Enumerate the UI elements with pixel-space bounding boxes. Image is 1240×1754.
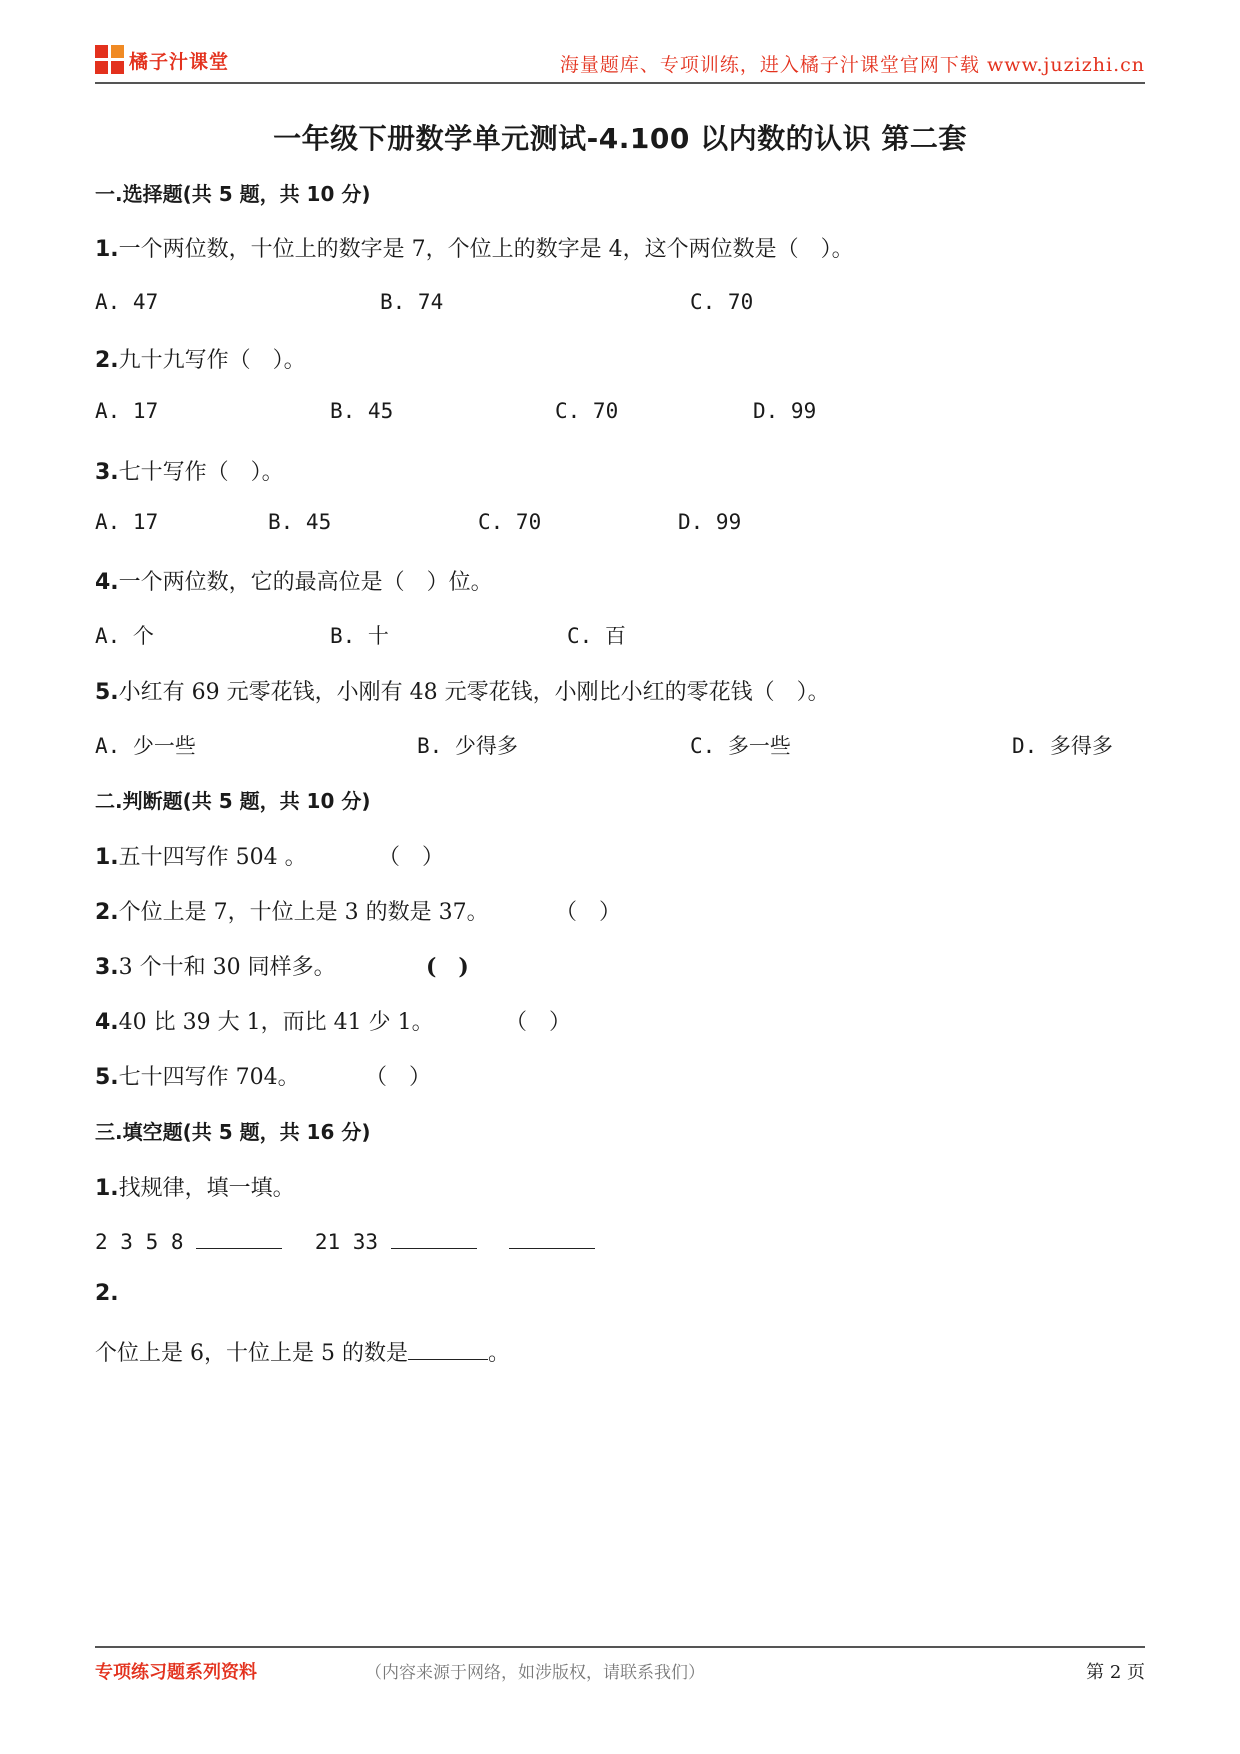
section-fill-heading: 三.填空题(共 5 题，共 16 分) (95, 1120, 371, 1144)
sequence-start: 2 3 5 8 (95, 1230, 184, 1254)
choice-q2-option-d: D. 99 (753, 399, 817, 423)
choice-q2-option-a: A. 17 (95, 399, 159, 423)
judge-q2 (95, 895, 489, 926)
fill-blank-3[interactable] (509, 1226, 595, 1249)
fill-q1-sequence (95, 1226, 615, 1254)
judge-q2-answer-paren[interactable]: （ ） (555, 900, 622, 925)
question-number: 2. (95, 900, 119, 925)
logo (95, 44, 229, 76)
judge-q3-answer-paren[interactable]: ( ) (426, 954, 469, 980)
choice-q4 (95, 565, 493, 596)
fill-q1 (95, 1171, 295, 1202)
choice-q5-option-b: B. 少得多 (417, 734, 518, 758)
choice-q1-option-c: C. 70 (690, 290, 754, 314)
question-number: 5. (95, 1065, 119, 1090)
choice-q5 (95, 675, 830, 706)
choice-q4-option-c: C. 百 (567, 624, 626, 648)
question-text: 40 比 39 大 1，而比 41 少 1。 (118, 1010, 434, 1035)
judge-q5 (95, 1060, 300, 1091)
judge-q1 (95, 840, 307, 871)
judge-q5-answer-paren[interactable]: （ ） (365, 1065, 432, 1090)
question-end: 。 (487, 1341, 510, 1366)
page-number: 第 2 页 (1086, 1662, 1145, 1683)
choice-q3-option-d: D. 99 (678, 510, 742, 534)
judge-q4 (95, 1005, 434, 1036)
section-choice-heading: 一.选择题(共 5 题，共 10 分) (95, 182, 371, 206)
section-judge-heading: 二.判断题(共 5 题，共 10 分) (95, 789, 371, 813)
header-slogan: 海量题库、专项训练，进入橘子汁课堂官网下载 www.juzizhi.cn (559, 54, 1145, 76)
choice-q5-option-c: C. 多一些 (690, 734, 791, 758)
choice-q5-option-d: D. 多得多 (1012, 734, 1113, 758)
choice-q1 (95, 232, 854, 263)
fill-q2-number (95, 1281, 119, 1306)
fill-q2 (95, 1336, 510, 1367)
question-number: 1. (95, 1176, 119, 1201)
choice-q3-option-a: A. 17 (95, 510, 159, 534)
logo-icon (95, 45, 125, 75)
fill-blank-1[interactable] (196, 1226, 282, 1249)
choice-q2 (95, 343, 306, 374)
question-text: 一个两位数，十位上的数字是 7，个位上的数字是 4，这个两位数是（ ）。 (118, 237, 854, 262)
judge-q4-answer-paren[interactable]: （ ） (505, 1010, 572, 1035)
footer-copyright-note: （内容来源于网络，如涉版权，请联系我们） (365, 1663, 705, 1683)
fill-blank-2[interactable] (391, 1226, 477, 1249)
choice-q1-option-a: A. 47 (95, 290, 159, 314)
question-text: 小红有 69 元零花钱，小刚有 48 元零花钱，小刚比小红的零花钱（ ）。 (118, 680, 830, 705)
choice-q3-option-c: C. 70 (478, 510, 542, 534)
question-text: 五十四写作 504 。 (118, 845, 307, 870)
judge-q3 (95, 950, 336, 981)
choice-q2-option-c: C. 70 (555, 399, 619, 423)
question-number: 2. (95, 1281, 119, 1306)
question-number: 2. (95, 348, 119, 373)
question-number: 3. (95, 955, 119, 980)
choice-q5-option-a: A. 少一些 (95, 734, 196, 758)
question-text: 个位上是 6，十位上是 5 的数是 (95, 1341, 408, 1366)
question-text: 个位上是 7，十位上是 3 的数是 37。 (118, 900, 489, 925)
question-text: 找规律，填一填。 (118, 1176, 295, 1201)
question-number: 3. (95, 460, 119, 485)
question-number: 1. (95, 845, 119, 870)
choice-q2-option-b: B. 45 (330, 399, 394, 423)
document-title: 一年级下册数学单元测试-4.100 以内数的认识 第二套 (273, 122, 967, 155)
question-text: 一个两位数，它的最高位是（ ）位。 (118, 570, 493, 595)
question-number: 4. (95, 1010, 119, 1035)
question-number: 4. (95, 570, 119, 595)
judge-q1-answer-paren[interactable]: （ ） (378, 845, 445, 870)
question-number: 5. (95, 680, 119, 705)
footer-series-label: 专项练习题系列资料 (95, 1662, 257, 1683)
page-header (95, 40, 1145, 84)
question-text: 七十写作（ ）。 (118, 460, 284, 485)
choice-q4-option-a: A. 个 (95, 624, 154, 648)
fill-blank-4[interactable] (408, 1337, 488, 1360)
question-text: 3 个十和 30 同样多。 (118, 955, 336, 980)
sequence-middle: 21 33 (314, 1230, 379, 1254)
page-footer (95, 1646, 1145, 1688)
choice-q3 (95, 455, 284, 486)
question-number: 1. (95, 237, 119, 262)
choice-q1-option-b: B. 74 (380, 290, 444, 314)
choice-q3-option-b: B. 45 (268, 510, 332, 534)
question-text: 九十九写作（ ）。 (118, 348, 306, 373)
logo-text: 橘子汁课堂 (129, 50, 230, 73)
choice-q4-option-b: B. 十 (330, 624, 389, 648)
question-text: 七十四写作 704。 (118, 1065, 300, 1090)
